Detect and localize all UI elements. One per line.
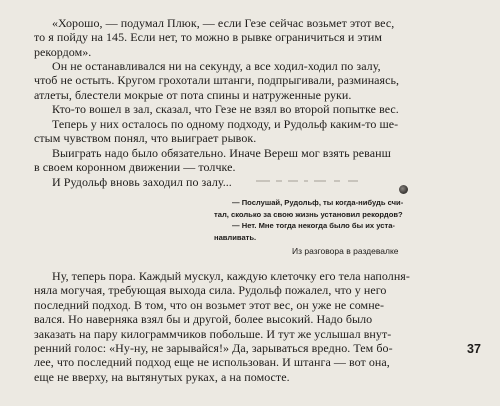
text-line: «Хорошо, — подумал Плюк, — если Гезе сейчас возьмет этот вес, [52,16,395,30]
paragraph-2 [34,59,454,102]
text-line: чтоб не остыть. Кругом грохотали штанги, подпрыгивали, разминаясь, [34,73,400,88]
text-line: рекордом». [34,44,92,59]
text-line: то я пойду на 145. Если нет, то можно в рывке ограничиться и этим [34,30,382,45]
text-line: Ну, теперь пора. Каждый мускул, каждую клеточку его тела наполня- [52,269,410,283]
paragraph-1 [34,16,454,59]
text-line: вался. Но наверняка взял бы и другой, более высокий. Надо было [34,312,373,327]
text-line: в своем коронном движении — толчке. [34,160,236,175]
epigraph-source: Из разговора в раздевалке [292,246,399,256]
paragraph-3 [34,102,454,116]
paragraph-7 [34,269,454,384]
dialogue-line: — Послушай, Рудольф, ты когда-нибудь счи- [232,198,404,207]
paragraph-6 [34,175,454,189]
page-number: 37 [467,342,481,356]
text-line: заказать на пару килограммчиков побольше. И тут же услышал внут- [34,326,392,341]
text-line: ренний голос: «Ну-ну, не зарывайся!» Да, зарываться вредно. Тем бо- [34,341,393,356]
text-line: няла могучая, требующая выхода сила. Рудольф пожалел, что у него [34,283,387,298]
dialogue-line: — Нет. Мне тогда некогда было бы их уста- [232,221,395,231]
text-line: еще не вверху, на вытянутых руках, а на помосте. [34,369,290,384]
text-line: Кто-то вошел в зал, сказал, что Гезе не взял во второй попытке вес. [52,102,399,116]
paragraph-5 [34,146,454,175]
decorative-rule [256,180,366,184]
text-line: последний подход. В том, что он возьмет этот вес, он уже не сомне- [34,297,385,312]
paragraph-4 [34,117,454,146]
text-line: И Рудольф вновь заходил по залу... [52,175,232,189]
text-line: лее, что последний подход еще не использован. И штанга — вот она, [34,355,390,370]
text-line: Выиграть надо было обязательно. Иначе Вереш мог взять реванш [52,146,391,160]
dialogue-line: тал, сколько за свою жизнь установил рекордов? [214,209,403,219]
text-line: Он не останавливался ни на секунду, а все ходил-ходил по залу, [52,59,381,73]
text-line: Теперь у них осталось по одному подходу, и Рудольф каким-то ше- [52,117,399,131]
text-line: атлеты, блестели мокрые от пота спины и натруженные руки. [34,87,352,102]
epigraph-dialogue [214,197,414,243]
dialogue-line: навливать. [214,232,257,242]
bullet-dot-icon [399,185,408,194]
text-line: стым чувством понял, что выиграет рывок. [34,131,257,146]
